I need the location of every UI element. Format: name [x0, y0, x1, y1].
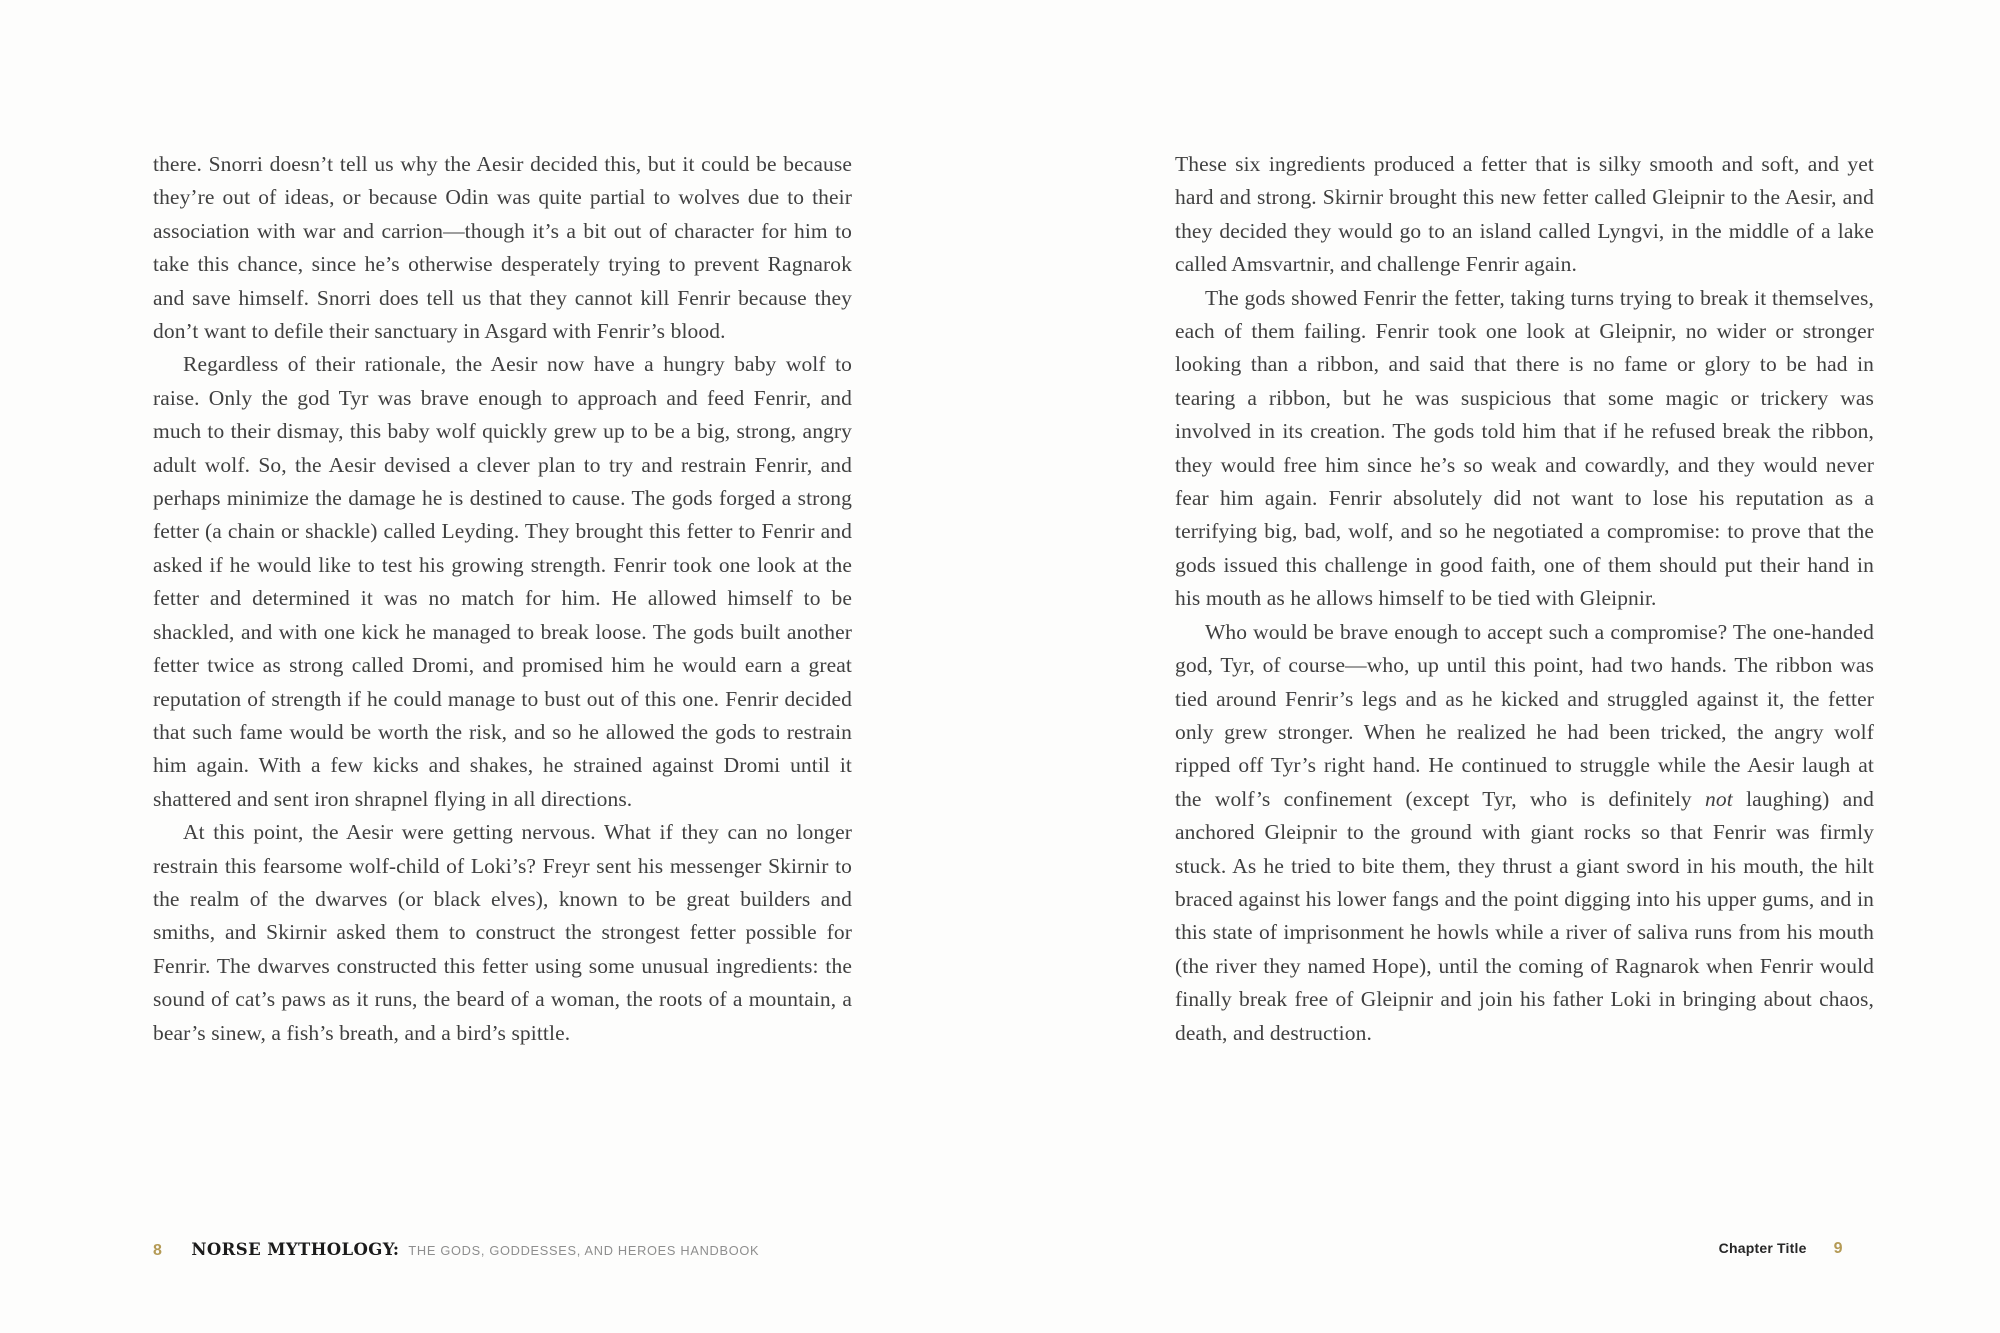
paragraph-continuation: there. Snorri doesn’t tell us why the Aesir decided this, but it could be because they’re out of ideas, or because Odin was quite partial to wolves due to their association with war and carrion—though it’s a bit out of character for him to take this chance, since he’s otherwise desperately trying to prevent Ragnarok and save himself. Snorri does tell us that they cannot kill Fenrir because they don’t want to defile their sanctuary in Asgard with Fenrir’s blood. [153, 152, 852, 344]
italic-word: not [1705, 786, 1733, 811]
paragraph: These six ingredients produced a fetter that is silky smooth and soft, and yet hard and strong. Skirnir brought this new fetter called Gleipnir to the Aesir, and they decided they would go to an island called Lyngvi, in the middle of a lake called Amsvartnir, and challenge Fenrir again. [1175, 152, 1874, 277]
page-number-left: 8 [153, 1242, 163, 1259]
book-subtitle: THE GODS, GODDESSES, AND HEROES HANDBOOK [408, 1243, 760, 1258]
chapter-title: Chapter Title [1718, 1240, 1807, 1256]
page-left-text [153, 148, 852, 1050]
paragraph [1175, 616, 1874, 1050]
page-right [1000, 0, 2000, 1333]
book-title: NORSE MYTHOLOGY: [191, 1240, 400, 1259]
paragraph: The gods showed Fenrir the fetter, taking turns trying to break it themselves, each of them failing. Fenrir took one look at Gleipnir, no wider or stronger looking than a ribbon, and said that there is no fame or glory to be had in tearing a ribbon, but he was suspicious that some magic or trickery was involved in its creation. The gods told him that if he refused break the ribbon, they would free him since he’s so weak and cowardly, and they would never fear him again. Fenrir absolutely did not want to lose his reputation as a terrifying big, bad, wolf, and so he negotiated a compromise: to prove that the gods issued this challenge in good faith, one of them should put their hand in his mouth as he allows himself to be tied with Gleipnir. [1175, 285, 1874, 611]
paragraph-text: laughing) and anchored Gleipnir to the ground with giant rocks so that Fenrir was firmly stuck. As he tried to bite them, they thrust a giant sword in his mouth, the hilt braced against his lower fangs and the point digging into his upper gums, and in this state of imprisonment he howls while a river of saliva runs from his mouth (the river they named Hope), until the coming of Ragnarok when Fenrir would finally break free of Gleipnir and join his father Loki in bringing about chaos, death, and destruction. [1175, 786, 1874, 1045]
paragraph: At this point, the Aesir were getting nervous. What if they can no longer restrain this fearsome wolf-child of Loki’s? Freyr sent his messenger Skirnir to the realm of the dwarves (or black elves), known to be great builders and smiths, and Skirnir asked them to construct the strongest fetter possible for Fenrir. The dwarves constructed this fetter using some unusual ingredients: the sound of cat’s paws as it runs, the beard of a woman, the roots of a mountain, a bear’s sinew, a fish’s breath, and a bird’s spittle. [153, 820, 852, 1045]
page-left-footer [153, 1240, 852, 1260]
page-right-footer [1175, 1240, 1843, 1258]
paragraph-text: Who would be brave enough to accept such a compromise? The one-handed god, Tyr, of course—who, up until this point, had two hands. The ribbon was tied around Fenrir’s legs and as he kicked and struggled against it, the fetter only grew stronger. When he realized he had been tricked, the angry wolf ripped off Tyr’s right hand. He continued to struggle while the Aesir laugh at the wolf’s confinement (except Tyr, who is definitely [1175, 619, 1874, 811]
paragraph: Regardless of their rationale, the Aesir now have a hungry baby wolf to raise. Only the god Tyr was brave enough to approach and feed Fenrir, and much to their dismay, this baby wolf quickly grew up to be a big, strong, angry adult wolf. So, the Aesir devised a clever plan to try and restrain Fenrir, and perhaps minimize the damage he is destined to cause. The gods forged a strong fetter (a chain or shackle) called Leyding. They brought this fetter to Fenrir and asked if he would like to test his growing strength. Fenrir took one look at the fetter and determined it was no match for him. He allowed himself to be shackled, and with one kick he managed to break loose. The gods built another fetter twice as strong called Dromi, and promised him he would earn a great reputation of strength if he could manage to bust out of this one. Fenrir decided that such fame would be worth the risk, and so he allowed the gods to restrain him again. With a few kicks and shakes, he strained against Dromi until it shattered and sent iron shrapnel flying in all directions. [153, 352, 852, 811]
page-number-right: 9 [1833, 1240, 1843, 1257]
page-right-text [1175, 148, 1874, 1050]
